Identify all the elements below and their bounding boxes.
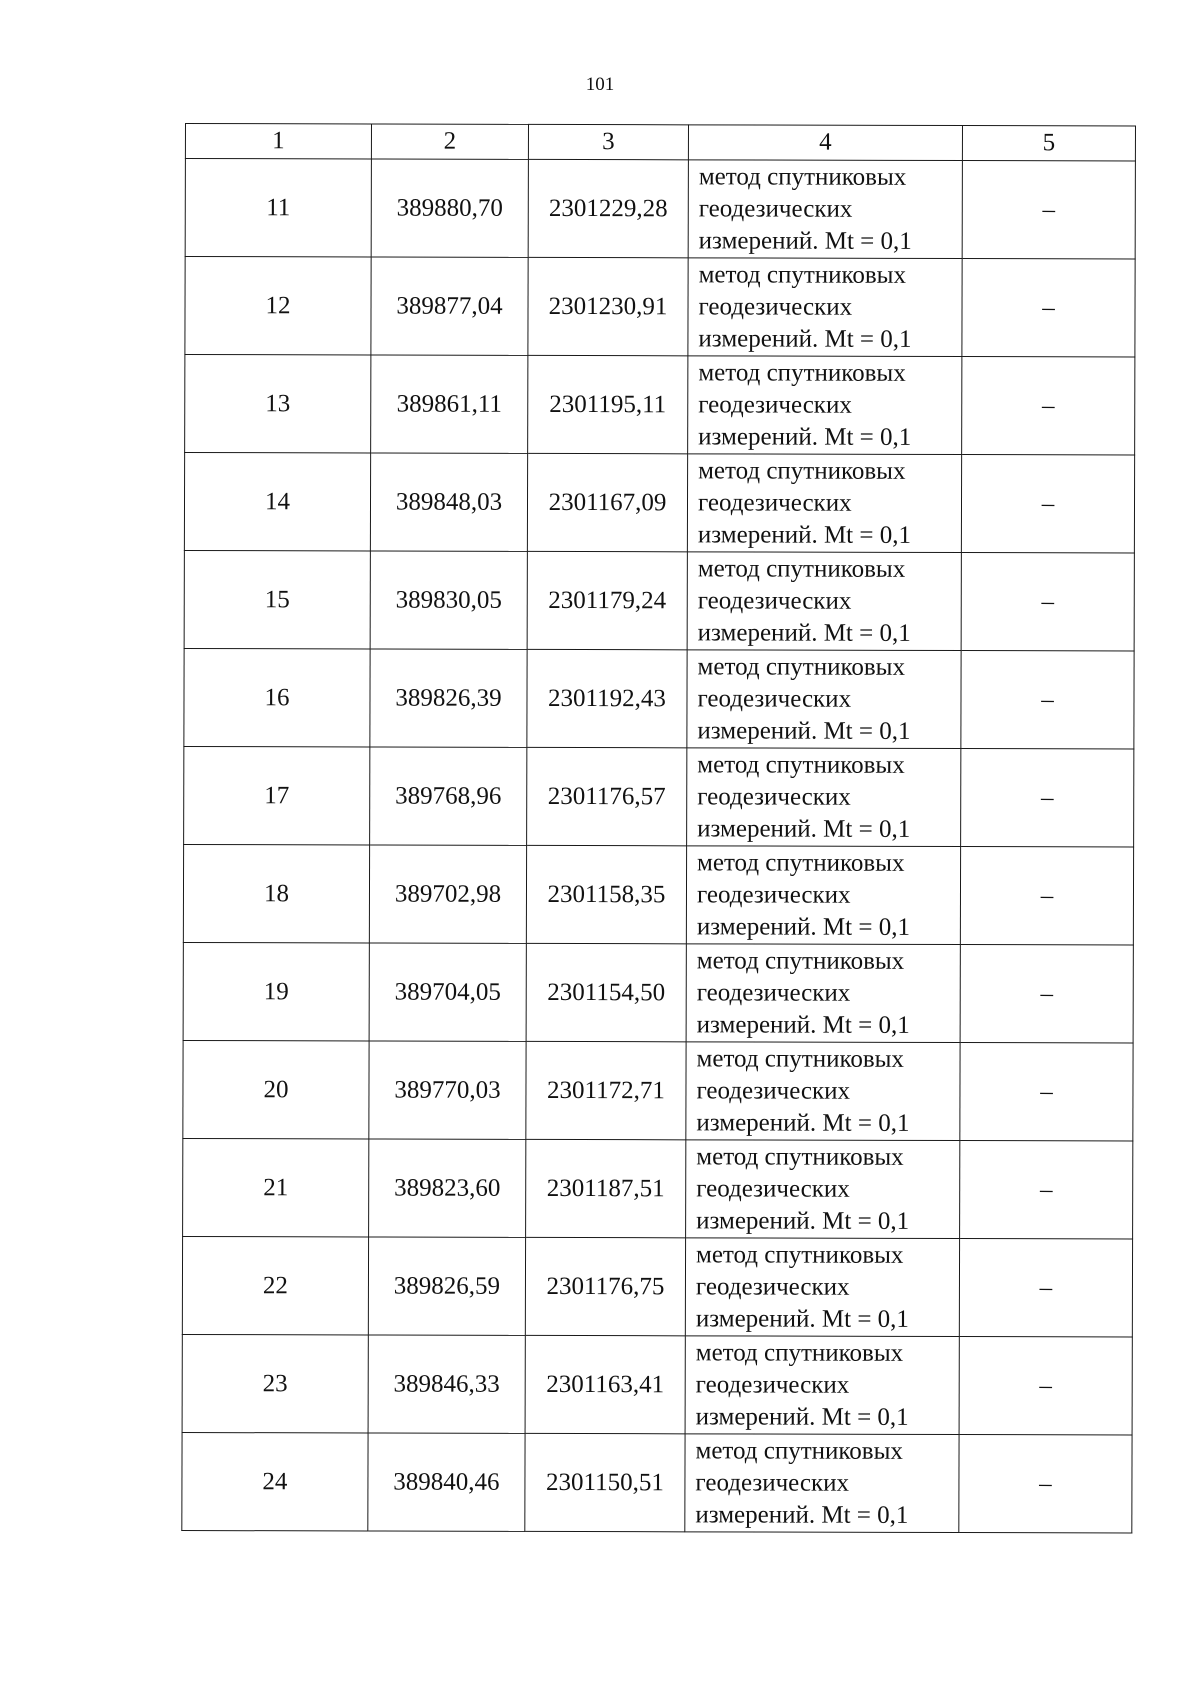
header-cell-1: 1 xyxy=(185,124,371,159)
x-coordinate-cell: 389830,05 xyxy=(370,551,527,649)
point-number-cell: 17 xyxy=(184,746,370,844)
method-text-line: метод спутниковых xyxy=(695,1338,904,1367)
point-number-cell: 12 xyxy=(185,257,371,355)
method-text-line: измерений. Mt = 0,1 xyxy=(696,1108,910,1137)
method-text-line: измерений. Mt = 0,1 xyxy=(697,520,912,549)
table-row xyxy=(183,1040,1133,1140)
method-text-line: метод спутниковых xyxy=(696,1044,904,1073)
method-text-line: метод спутниковых xyxy=(698,358,906,387)
method-cell xyxy=(688,160,962,259)
y-coordinate-cell: 2301172,71 xyxy=(526,1041,686,1139)
method-text-line: измерений. Mt = 0,1 xyxy=(698,324,912,353)
x-coordinate-cell: 389826,39 xyxy=(370,649,527,747)
method-text-line: метод спутниковых xyxy=(696,1142,904,1171)
y-coordinate-cell: 2301179,24 xyxy=(527,551,687,649)
method-text-line: геодезических xyxy=(697,684,852,713)
note-cell: – xyxy=(959,1239,1132,1337)
note-cell: – xyxy=(959,1435,1132,1533)
note-cell: – xyxy=(960,1141,1133,1239)
method-text-line: метод спутниковых xyxy=(697,848,905,877)
y-coordinate-cell: 2301187,51 xyxy=(526,1139,686,1237)
method-cell xyxy=(688,356,962,455)
method-text-line: геодезических xyxy=(698,292,853,321)
method-text-line: измерений. Mt = 0,1 xyxy=(698,422,912,451)
method-cell xyxy=(686,944,960,1043)
method-cell xyxy=(687,552,961,651)
table-row xyxy=(185,159,1135,259)
method-text-line: геодезических xyxy=(696,1076,851,1105)
point-number-cell: 20 xyxy=(183,1040,369,1138)
table-row xyxy=(185,355,1135,455)
method-text-line: метод спутниковых xyxy=(697,554,906,583)
coordinates-table xyxy=(181,123,1136,1533)
method-text-line: измерений. Mt = 0,1 xyxy=(698,226,912,255)
method-text-line: геодезических xyxy=(696,1174,850,1203)
y-coordinate-cell: 2301230,91 xyxy=(528,257,688,355)
method-text-line: измерений. Mt = 0,1 xyxy=(695,1402,909,1431)
x-coordinate-cell: 389840,46 xyxy=(368,1433,525,1531)
note-cell: – xyxy=(961,553,1134,651)
method-cell xyxy=(685,1434,959,1533)
x-coordinate-cell: 389702,98 xyxy=(369,845,526,943)
header-cell-4: 4 xyxy=(688,125,962,161)
table-row xyxy=(183,942,1133,1042)
x-coordinate-cell: 389704,05 xyxy=(369,943,526,1041)
method-text-line: измерений. Mt = 0,1 xyxy=(697,814,911,843)
point-number-cell: 16 xyxy=(184,648,370,746)
note-cell: – xyxy=(962,161,1135,259)
x-coordinate-cell: 389880,70 xyxy=(371,159,528,257)
method-cell xyxy=(687,454,961,553)
method-text-line: геодезических xyxy=(696,978,851,1007)
y-coordinate-cell: 2301163,41 xyxy=(525,1335,685,1433)
point-number-cell: 11 xyxy=(185,159,371,257)
x-coordinate-cell: 389861,11 xyxy=(371,355,528,453)
method-text-line: измерений. Mt = 0,1 xyxy=(696,1010,910,1039)
page-number: 101 xyxy=(585,74,615,95)
method-text-line: геодезических xyxy=(696,880,851,909)
note-cell: – xyxy=(961,455,1134,553)
method-cell xyxy=(688,258,962,357)
point-number-cell: 24 xyxy=(182,1432,368,1530)
y-coordinate-cell: 2301195,11 xyxy=(528,355,688,453)
x-coordinate-cell: 389823,60 xyxy=(369,1139,526,1237)
y-coordinate-cell: 2301154,50 xyxy=(526,943,686,1041)
point-number-cell: 18 xyxy=(183,844,369,942)
method-text-line: измерений. Mt = 0,1 xyxy=(695,1500,909,1529)
y-coordinate-cell: 2301150,51 xyxy=(525,1433,685,1531)
table-row xyxy=(182,1334,1132,1434)
point-number-cell: 19 xyxy=(183,942,369,1040)
header-row xyxy=(185,124,1135,161)
method-text-line: метод спутниковых xyxy=(698,162,907,191)
note-cell: – xyxy=(962,259,1135,357)
note-cell: – xyxy=(961,749,1134,847)
y-coordinate-cell: 2301192,43 xyxy=(527,649,687,747)
table-header xyxy=(185,124,1135,161)
method-text-line: метод спутниковых xyxy=(697,652,906,681)
table-row xyxy=(184,453,1134,553)
y-coordinate-cell: 2301158,35 xyxy=(526,845,686,943)
note-cell: – xyxy=(961,651,1134,749)
header-cell-5: 5 xyxy=(962,126,1135,161)
method-text-line: метод спутниковых xyxy=(696,946,905,975)
x-coordinate-cell: 389768,96 xyxy=(370,747,527,845)
table-row xyxy=(185,257,1135,357)
point-number-cell: 13 xyxy=(185,355,371,453)
method-text-line: геодезических xyxy=(695,1272,850,1301)
method-cell xyxy=(685,1238,959,1337)
y-coordinate-cell: 2301176,57 xyxy=(527,747,687,845)
method-text-line: метод спутниковых xyxy=(697,750,905,779)
table-row xyxy=(183,844,1133,944)
method-text-line: измерений. Mt = 0,1 xyxy=(697,716,911,745)
method-text-line: геодезических xyxy=(697,488,852,517)
table-row xyxy=(183,1138,1133,1238)
x-coordinate-cell: 389877,04 xyxy=(371,257,528,355)
method-cell xyxy=(687,748,961,847)
note-cell: – xyxy=(959,1337,1132,1435)
point-number-cell: 14 xyxy=(184,453,370,551)
method-text-line: измерений. Mt = 0,1 xyxy=(695,1304,909,1333)
table-row xyxy=(184,648,1134,748)
note-cell: – xyxy=(960,1043,1133,1141)
note-cell: – xyxy=(960,847,1133,945)
method-text-line: геодезических xyxy=(697,782,851,811)
method-text-line: геодезических xyxy=(695,1370,850,1399)
method-text-line: измерений. Mt = 0,1 xyxy=(696,1206,910,1235)
x-coordinate-cell: 389846,33 xyxy=(368,1335,525,1433)
y-coordinate-cell: 2301176,75 xyxy=(525,1237,685,1335)
method-cell xyxy=(686,846,960,945)
x-coordinate-cell: 389770,03 xyxy=(369,1041,526,1139)
x-coordinate-cell: 389826,59 xyxy=(368,1237,525,1335)
method-text-line: геодезических xyxy=(698,194,853,223)
point-number-cell: 22 xyxy=(182,1236,368,1334)
point-number-cell: 15 xyxy=(184,550,370,648)
method-cell xyxy=(685,1336,959,1435)
method-text-line: геодезических xyxy=(698,390,852,419)
method-cell xyxy=(686,1140,960,1239)
method-cell xyxy=(686,1042,960,1141)
method-cell xyxy=(687,650,961,749)
table-row xyxy=(184,746,1134,846)
table-row xyxy=(182,1236,1132,1336)
method-text-line: метод спутниковых xyxy=(698,260,907,289)
header-cell-3: 3 xyxy=(528,124,688,159)
method-text-line: измерений. Mt = 0,1 xyxy=(696,912,911,941)
point-number-cell: 21 xyxy=(183,1138,369,1236)
note-cell: – xyxy=(960,945,1133,1043)
method-text-line: метод спутниковых xyxy=(698,456,906,485)
x-coordinate-cell: 389848,03 xyxy=(370,453,527,551)
method-text-line: геодезических xyxy=(697,586,852,615)
note-cell: – xyxy=(962,357,1135,455)
point-number-cell: 23 xyxy=(182,1334,368,1432)
method-text-line: метод спутниковых xyxy=(696,1240,904,1269)
header-cell-2: 2 xyxy=(371,124,528,159)
method-text-line: измерений. Mt = 0,1 xyxy=(697,618,911,647)
table-body xyxy=(182,159,1136,1533)
table-row xyxy=(182,1432,1132,1532)
y-coordinate-cell: 2301229,28 xyxy=(528,159,688,257)
y-coordinate-cell: 2301167,09 xyxy=(527,453,687,551)
method-text-line: метод спутниковых xyxy=(695,1436,903,1465)
table-row xyxy=(184,550,1134,650)
method-text-line: геодезических xyxy=(695,1468,850,1497)
